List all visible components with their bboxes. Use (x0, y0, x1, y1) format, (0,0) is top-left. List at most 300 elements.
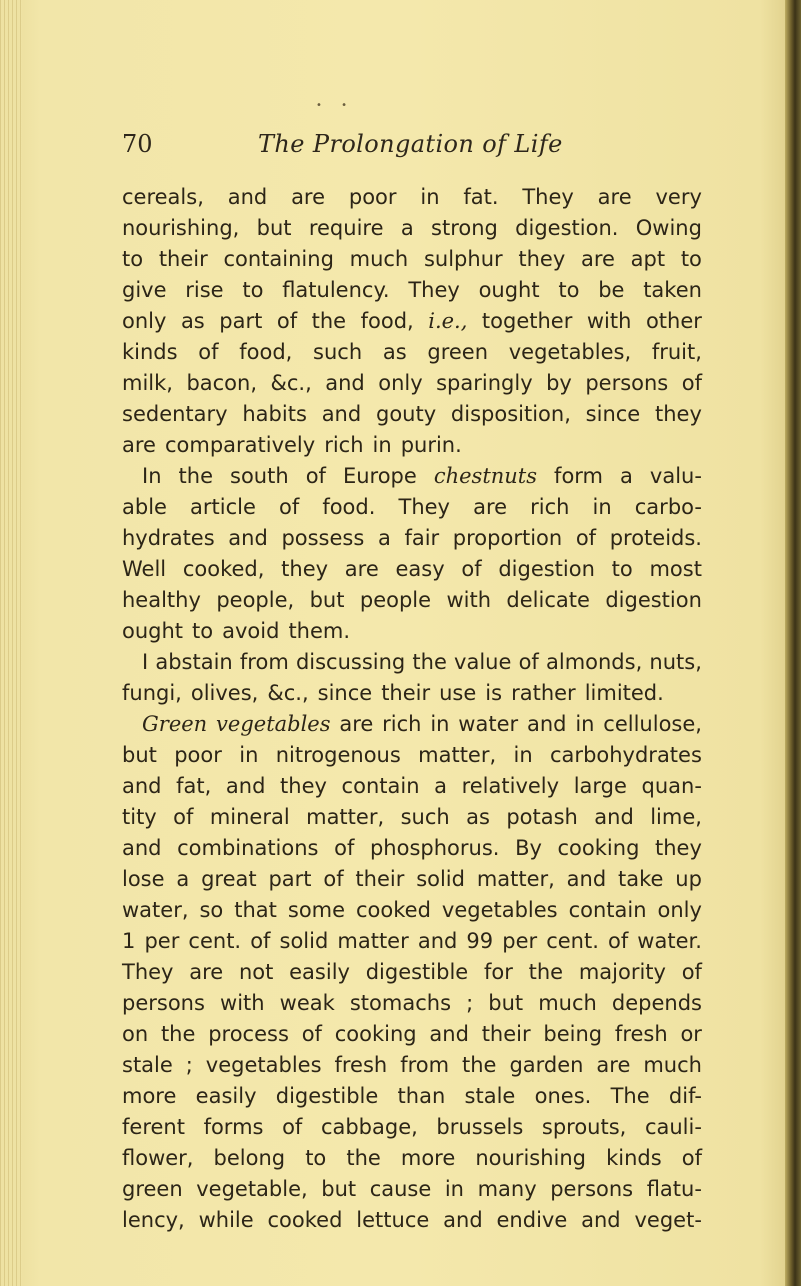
text-line (122, 926, 702, 957)
word: belong (213, 1146, 286, 1170)
word: by (546, 371, 572, 395)
word: nuts, (649, 650, 702, 674)
word: them. (288, 619, 351, 643)
word: more (400, 1146, 456, 1170)
word: very (655, 185, 702, 209)
word: almonds, (545, 650, 643, 674)
word: as (466, 805, 490, 829)
word: abstain (155, 650, 233, 674)
text-line (122, 554, 702, 585)
word: mineral (209, 805, 290, 829)
word: fungi, (122, 681, 182, 705)
text-line (122, 1081, 702, 1112)
italic-word: chestnuts (433, 464, 538, 488)
text-line (122, 1143, 702, 1174)
word: of (198, 340, 219, 364)
word: cooked (356, 898, 431, 922)
text-line (122, 275, 702, 306)
text-line (122, 771, 702, 802)
running-title: The Prolongation of Life (258, 130, 563, 158)
word: flower, (122, 1146, 194, 1170)
word: of (323, 867, 344, 891)
word: stomachs (349, 991, 452, 1015)
word: in (430, 712, 450, 736)
word: of (250, 929, 271, 953)
word: from (400, 1053, 450, 1077)
word: the (346, 1146, 381, 1170)
word: and (225, 774, 266, 798)
word: of (681, 371, 702, 395)
text-line (122, 802, 702, 833)
word: matter, (476, 867, 555, 891)
word: a (620, 464, 633, 488)
word: &c., (270, 371, 312, 395)
word: and (566, 867, 607, 891)
word: since (585, 402, 641, 426)
word: solid (416, 867, 465, 891)
word: food, (360, 309, 414, 333)
word: many (477, 1177, 537, 1201)
text-line (122, 864, 702, 895)
word: digestion. (515, 216, 619, 240)
word: for (483, 960, 513, 984)
text-line (122, 1019, 702, 1050)
word: of (461, 557, 482, 581)
word: matter, (306, 805, 385, 829)
word: ought (478, 278, 540, 302)
word: kinds (122, 340, 178, 364)
text-line (122, 1174, 702, 1205)
word: they (281, 557, 329, 581)
word: water (458, 712, 519, 736)
word: tity (122, 805, 157, 829)
word: to (680, 247, 702, 271)
word: dif- (668, 1084, 702, 1108)
word: healthy (122, 588, 201, 612)
word: but (256, 216, 292, 240)
word: strong (431, 216, 498, 240)
word: flatulency. (282, 278, 390, 302)
word: digestible (365, 960, 469, 984)
word: are (189, 960, 224, 984)
word: in (444, 1177, 464, 1201)
word: fresh (334, 1053, 388, 1077)
word: cause (369, 1177, 432, 1201)
word: the (412, 650, 447, 674)
word: a (176, 867, 190, 891)
word: while (198, 1208, 254, 1232)
word: but (122, 743, 157, 767)
word: garden (509, 1053, 584, 1077)
word: their (355, 867, 405, 891)
word: ; (185, 1053, 193, 1077)
word: to (192, 619, 214, 643)
word: cent. (188, 929, 242, 953)
word: They (408, 278, 460, 302)
word: solid (279, 929, 329, 953)
word: and (594, 805, 634, 829)
page-edge-left (0, 0, 22, 1286)
word: to (611, 557, 633, 581)
word: are (597, 185, 632, 209)
word: their (381, 681, 431, 705)
word: in (372, 433, 392, 457)
text-line (122, 306, 702, 337)
text-line (122, 244, 702, 275)
word: habits (242, 402, 307, 426)
word: so (199, 898, 224, 922)
word: is (485, 681, 503, 705)
word: carbo- (634, 495, 702, 519)
word: digestion (498, 557, 595, 581)
word: form (554, 464, 604, 488)
word: and (429, 1022, 469, 1046)
word: food, (239, 340, 293, 364)
word: disposition, (450, 402, 571, 426)
word: easy (395, 557, 445, 581)
word: ferent (122, 1115, 185, 1139)
word: people, (216, 588, 295, 612)
word: cooked (267, 1208, 343, 1232)
word: are (344, 557, 379, 581)
word: of (276, 309, 298, 333)
word: than (397, 1084, 446, 1108)
word: value (454, 650, 512, 674)
word: and (228, 526, 268, 550)
word: only (378, 371, 423, 395)
word: their (158, 247, 208, 271)
word: in (575, 712, 595, 736)
word: Well (122, 557, 167, 581)
word: but (488, 991, 524, 1015)
word: cellulose, (603, 712, 702, 736)
word: as (382, 340, 407, 364)
word: green (427, 340, 489, 364)
word: such (313, 340, 363, 364)
word: 1 (122, 929, 136, 953)
word: of (607, 929, 629, 953)
word: from (239, 650, 289, 674)
word: are (473, 495, 508, 519)
word: of (305, 464, 326, 488)
word: give (122, 278, 167, 302)
text-line (122, 337, 702, 368)
word: gouty (375, 402, 437, 426)
word: in (592, 495, 612, 519)
word: fat. (463, 185, 499, 209)
word: rise (185, 278, 224, 302)
word: south (230, 464, 289, 488)
word: persons (550, 1177, 634, 1201)
word: since (317, 681, 373, 705)
word: digestion (605, 588, 702, 612)
word: together (481, 309, 573, 333)
word: are (291, 185, 326, 209)
word: veget- (634, 1208, 702, 1232)
word: and (526, 712, 567, 736)
word: in (420, 185, 440, 209)
word: part (219, 309, 263, 333)
text-line (122, 647, 702, 678)
word: take (618, 867, 664, 891)
word: discussing (295, 650, 406, 674)
word: that (234, 898, 277, 922)
word: food. (322, 495, 376, 519)
word: The (610, 1084, 650, 1108)
text-line (122, 461, 702, 492)
word: proteids. (609, 526, 702, 550)
word: or (680, 1022, 702, 1046)
word: and (417, 929, 458, 953)
word: nitrogenous (275, 743, 401, 767)
word: brussels (436, 1115, 524, 1139)
word: taken (643, 278, 702, 302)
text-line (122, 740, 702, 771)
word: of (282, 1115, 303, 1139)
word: and (443, 1208, 483, 1232)
word: are (580, 247, 615, 271)
body-text (122, 182, 702, 1236)
word: contain (341, 774, 420, 798)
word: require (308, 216, 384, 240)
word: They (522, 185, 574, 209)
binding-edge-right (785, 0, 801, 1286)
word: rich (530, 495, 570, 519)
word: comparatively (164, 433, 316, 457)
text-line (122, 709, 702, 740)
word: possess (281, 526, 365, 550)
word: the (311, 309, 347, 333)
word: phosphorus. (369, 836, 500, 860)
word: are (339, 712, 374, 736)
text-line (122, 213, 702, 244)
text-line (122, 1112, 702, 1143)
text-line (122, 1050, 702, 1081)
word: being (543, 1022, 603, 1046)
word: able (122, 495, 167, 519)
word: ; (466, 991, 474, 1015)
word: be (598, 278, 625, 302)
word: of (278, 495, 300, 519)
word: to (558, 278, 580, 302)
text-line (122, 182, 702, 213)
word: and (325, 371, 365, 395)
word: forms (203, 1115, 264, 1139)
text-line (122, 492, 702, 523)
word: vegetables (205, 1053, 322, 1077)
word: lime, (650, 805, 702, 829)
word: sparingly (436, 371, 533, 395)
word: a (400, 216, 414, 240)
word: with (586, 309, 632, 333)
running-head (122, 130, 702, 170)
word: poor (174, 743, 222, 767)
word: per (502, 929, 538, 953)
text-line (122, 988, 702, 1019)
word: cabbage, (320, 1115, 418, 1139)
word: vegetables (441, 898, 558, 922)
word: nourishing, (122, 216, 240, 240)
word: I (142, 650, 149, 674)
italic-word: i.e., (428, 309, 468, 333)
word: persons (585, 371, 669, 395)
word: They (398, 495, 450, 519)
word: persons (122, 991, 205, 1015)
word: kinds (606, 1146, 662, 1170)
word: more (122, 1084, 177, 1108)
word: cooking (334, 1022, 417, 1046)
word: such (400, 805, 450, 829)
word: up (675, 867, 702, 891)
word: relatively (461, 774, 560, 798)
word: easily (289, 960, 350, 984)
word: In (142, 464, 162, 488)
word: use (439, 681, 477, 705)
word: sprouts, (541, 1115, 627, 1139)
word: part (268, 867, 312, 891)
word: valu- (649, 464, 702, 488)
word: process (208, 1022, 289, 1046)
word: endive (496, 1208, 568, 1232)
word: cooked, (182, 557, 265, 581)
word: per (144, 929, 180, 953)
word: fruit, (651, 340, 702, 364)
word: and (227, 185, 268, 209)
word: great (201, 867, 257, 891)
word: quan- (641, 774, 702, 798)
word: contain (568, 898, 647, 922)
word: lettuce (356, 1208, 430, 1232)
word: Europe (342, 464, 417, 488)
word: they (655, 402, 702, 426)
italic-word: Green (142, 712, 208, 736)
word: ought (122, 619, 184, 643)
text-line (122, 833, 702, 864)
word: of (575, 526, 597, 550)
text-line (122, 368, 702, 399)
word: fresh (614, 1022, 668, 1046)
word: avoid (222, 619, 280, 643)
text-line (122, 616, 702, 647)
word: proportion (452, 526, 563, 550)
text-line (122, 523, 702, 554)
word: ones. (534, 1084, 592, 1108)
word: some (287, 898, 346, 922)
word: of (681, 960, 702, 984)
italic-word: vegetables (216, 712, 331, 736)
text-line (122, 585, 702, 616)
word: olives, (190, 681, 259, 705)
word: people (359, 588, 432, 612)
word: on (122, 1022, 149, 1046)
word: and (122, 774, 162, 798)
word: depends (611, 991, 702, 1015)
text-line (122, 957, 702, 988)
word: majority (578, 960, 666, 984)
word: sulphur (423, 247, 503, 271)
word: green (122, 1177, 183, 1201)
word: matter (337, 929, 409, 953)
word: their (481, 1022, 531, 1046)
word: they (655, 836, 702, 860)
word: containing (223, 247, 334, 271)
text-line (122, 895, 702, 926)
word: carbohydrates (550, 743, 702, 767)
word: with (446, 588, 492, 612)
word: potash (506, 805, 578, 829)
word: but (321, 1177, 357, 1201)
word: matter, (418, 743, 497, 767)
word: sedentary (122, 402, 228, 426)
word: purin. (400, 433, 462, 457)
word: bacon, (186, 371, 258, 395)
word: large (573, 774, 627, 798)
word: of (518, 650, 539, 674)
word: cent. (546, 929, 599, 953)
word: and (581, 1208, 621, 1232)
text-line (122, 1205, 702, 1236)
word: nourishing (475, 1146, 587, 1170)
word: they (280, 774, 327, 798)
word: of (681, 1146, 702, 1170)
word: article (190, 495, 256, 519)
word: of (301, 1022, 322, 1046)
page-number: 70 (122, 130, 153, 158)
word: are (122, 433, 156, 457)
word: easily (195, 1084, 257, 1108)
word: rich (382, 712, 422, 736)
text-line (122, 430, 702, 461)
word: not (238, 960, 274, 984)
word: digestible (275, 1084, 379, 1108)
word: lose (122, 867, 165, 891)
word: to (242, 278, 264, 302)
word: By (515, 836, 542, 860)
word: much (643, 1053, 702, 1077)
word: combinations (177, 836, 319, 860)
word: hydrates (122, 526, 215, 550)
word: to (305, 1146, 327, 1170)
word: limited. (584, 681, 664, 705)
text-line (122, 678, 702, 709)
word: water. (637, 929, 702, 953)
word: only (657, 898, 702, 922)
word: of (334, 836, 355, 860)
word: as (180, 309, 205, 333)
word: much (349, 247, 409, 271)
print-speck: • • (316, 100, 355, 111)
word: stale (464, 1084, 516, 1108)
word: and (122, 836, 162, 860)
word: water, (122, 898, 189, 922)
word: weak (279, 991, 335, 1015)
word: and (321, 402, 362, 426)
word: delicate (506, 588, 590, 612)
word: milk, (122, 371, 173, 395)
word: vegetables, (508, 340, 632, 364)
word: much (538, 991, 597, 1015)
word: a (377, 526, 391, 550)
word: the (462, 1053, 497, 1077)
word: are (596, 1053, 631, 1077)
word: stale (122, 1053, 173, 1077)
word: &c., (267, 681, 309, 705)
word: the (178, 464, 213, 488)
word: fair (404, 526, 440, 550)
word: a (434, 774, 447, 798)
word: with (220, 991, 265, 1015)
word: Owing (635, 216, 702, 240)
